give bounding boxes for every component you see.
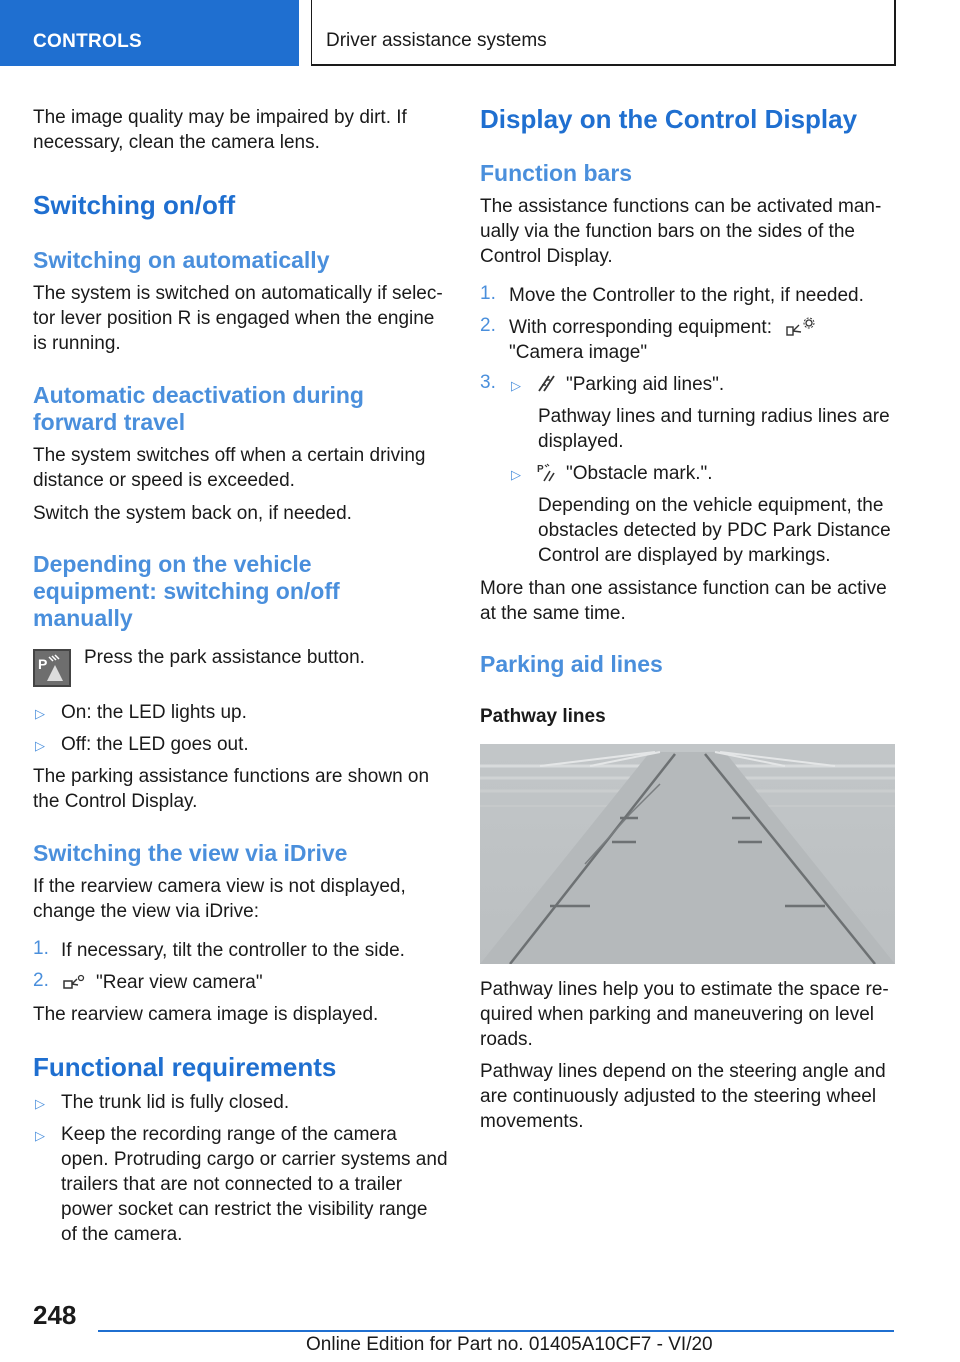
fb-line-3: Control Display.	[480, 246, 613, 267]
footer-rule	[98, 1330, 894, 1332]
edition-text: Online Edition for Part no. 01405A10CF7 - VI/20	[306, 1334, 713, 1355]
idrive-line-2: change the view via iDrive:	[33, 901, 259, 922]
step-1-number: 1.	[33, 938, 49, 959]
bullet-triangle-icon: ▷	[511, 378, 521, 393]
r-step-3a-desc-2: displayed.	[538, 431, 624, 452]
r-step-1-number: 1.	[480, 283, 496, 304]
header-divider	[311, 0, 312, 66]
heading-idrive: Switching the view via iDrive	[33, 840, 348, 866]
heading-manual-1: Depending on the vehicle	[33, 551, 312, 577]
heading-parking-aid: Parking aid lines	[480, 651, 663, 677]
r-step-3-number: 3.	[480, 372, 496, 393]
r-step-3b-text: "Obstacle mark.".	[566, 463, 713, 484]
svg-text:P: P	[537, 464, 544, 475]
heading-requirements: Functional requirements	[33, 1052, 337, 1082]
heading-switching: Switching on/off	[33, 190, 236, 220]
bullet-triangle-icon: ▷	[35, 1128, 45, 1143]
r-step-3a-text: "Parking aid lines".	[566, 374, 725, 395]
intro-line-2: necessary, clean the camera lens.	[33, 132, 320, 153]
more-line-1: More than one assistance function can be active	[480, 578, 887, 599]
pathway-lines-illustration	[480, 744, 895, 964]
parking-aid-lines-icon	[536, 372, 558, 399]
heading-auto-off-1: Automatic deactivation during	[33, 382, 364, 408]
heading-auto-on: Switching on automatically	[33, 247, 330, 273]
svg-text:P: P	[38, 656, 48, 672]
displayed-text: The rearview camera image is displayed.	[33, 1004, 379, 1025]
led-on-text: On: the LED lights up.	[61, 702, 247, 723]
page-header	[0, 0, 960, 66]
bullet-triangle-icon: ▷	[35, 738, 45, 753]
req-2-line-5: of the camera.	[61, 1224, 183, 1245]
r-step-3b-desc-3: Control are displayed by markings.	[538, 545, 831, 566]
pathway-1-line-2: quired when parking and maneuvering on level	[480, 1004, 874, 1025]
step-2-text: "Rear view camera"	[96, 972, 263, 993]
press-button-text: Press the park assistance button.	[84, 647, 365, 668]
shown-line-2: the Control Display.	[33, 791, 198, 812]
r-step-1-text: Move the Controller to the right, if needed.	[509, 285, 864, 306]
led-off-text: Off: the LED goes out.	[61, 734, 249, 755]
auto-off-line-1: The system switches off when a certain driving	[33, 445, 426, 466]
camera-settings-icon	[785, 317, 817, 344]
heading-manual-3: manually	[33, 605, 133, 631]
idrive-line-1: If the rearview camera view is not displayed,	[33, 876, 406, 897]
section-tab	[0, 0, 299, 66]
r-step-2b-text: "Camera image"	[509, 342, 648, 363]
pathway-2-line-3: movements.	[480, 1111, 584, 1132]
step-1-text: If necessary, tilt the controller to the side.	[61, 940, 405, 961]
heading-auto-off-2: forward travel	[33, 409, 186, 435]
req-1-text: The trunk lid is fully closed.	[61, 1092, 290, 1113]
req-2-line-2: open. Protruding cargo or carrier systems and	[61, 1149, 448, 1170]
bullet-triangle-icon: ▷	[35, 706, 45, 721]
req-2-line-3: trailers that are not connected to a trailer	[61, 1174, 403, 1195]
r-step-2-number: 2.	[480, 315, 496, 336]
r-step-3a-desc-1: Pathway lines and turning radius lines are	[538, 406, 890, 427]
req-2-line-4: power socket can restrict the visibility range	[61, 1199, 428, 1220]
auto-on-line-1: The system is switched on automatically if selec‐	[33, 283, 443, 304]
heading-function-bars: Function bars	[480, 160, 633, 186]
r-step-2a-text: With corresponding equipment:	[509, 317, 772, 338]
heading-pathway: Pathway lines	[480, 706, 606, 727]
park-assist-button-icon	[33, 649, 71, 687]
pathway-1-line-1: Pathway lines help you to estimate the space re‐	[480, 979, 889, 1000]
pathway-2-line-1: Pathway lines depend on the steering angle and	[480, 1061, 886, 1082]
more-line-2: at the same time.	[480, 603, 626, 624]
header-underline	[311, 64, 896, 66]
step-2-number: 2.	[33, 970, 49, 991]
rear-view-camera-icon	[61, 973, 87, 998]
auto-on-line-2: tor lever position R is engaged when the engine	[33, 308, 435, 329]
req-2-line-1: Keep the recording range of the camera	[61, 1124, 397, 1145]
switch-back-text: Switch the system back on, if needed.	[33, 503, 352, 524]
heading-display: Display on the Control Display	[480, 104, 858, 134]
r-step-3b-desc-1: Depending on the vehicle equipment, the	[538, 495, 884, 516]
auto-off-line-2: distance or speed is exceeded.	[33, 470, 295, 491]
pathway-2-line-2: are continuously adjusted to the steering wheel	[480, 1086, 877, 1107]
bullet-triangle-icon: ▷	[35, 1096, 45, 1111]
shown-line-1: The parking assistance functions are shown on	[33, 766, 430, 787]
fb-line-2: ually via the function bars on the sides of the	[480, 221, 855, 242]
chapter-title: Driver assistance systems	[326, 30, 547, 51]
header-right-border	[894, 0, 896, 66]
auto-on-line-3: is running.	[33, 333, 121, 354]
section-label: CONTROLS	[33, 31, 143, 52]
r-step-3b-desc-2: obstacles detected by PDC Park Distance	[538, 520, 891, 541]
obstacle-mark-icon	[536, 461, 558, 488]
bullet-triangle-icon: ▷	[511, 467, 521, 482]
pathway-1-line-3: roads.	[480, 1029, 533, 1050]
fb-line-1: The assistance functions can be activated man‐	[480, 196, 882, 217]
page-number: 248	[33, 1300, 77, 1330]
heading-manual-2: equipment: switching on/off	[33, 578, 340, 604]
intro-line-1: The image quality may be impaired by dirt. If	[33, 107, 407, 128]
